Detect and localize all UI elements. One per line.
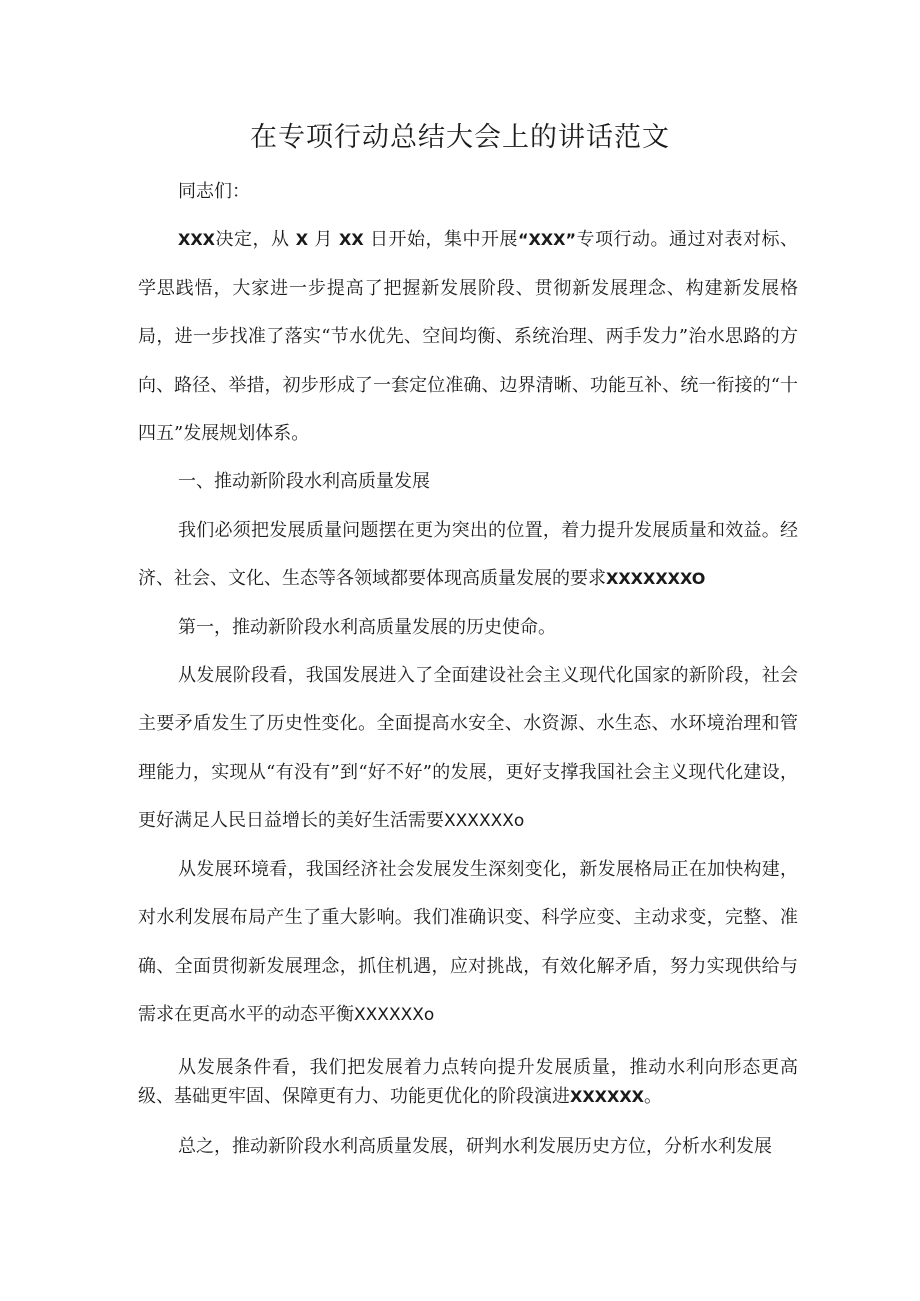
text-run: 日开始，集中开展 bbox=[363, 229, 518, 251]
section-heading-1: 一、推动新阶段水利高质量发展 bbox=[178, 471, 430, 493]
paragraph-conditions bbox=[138, 1053, 798, 1111]
document-body bbox=[138, 168, 798, 1172]
text-run: 我们必须把发展质量问题摆在更为突出的位置，着力提升发展质量和效益。经济、社会、文化、生态等各领域都要体现高质量发展的要求 bbox=[138, 519, 798, 590]
text-run: 月 bbox=[308, 229, 340, 251]
text-run: 从发展阶段看，我国发展进入了全面建设社会主义现代化国家的新阶段，社会主要矛盾发生了历史性变化。全面提高水安全、水资源、水生态、水环境治理和管理能力，实现从“有没有”到“好不好”的发展，更好支撑我国社会主义现代化建设，更好满足人民日益增长的美好生活需要 bbox=[138, 665, 798, 832]
subheading-1: 第一，推动新阶段水利高质量发展的历史使命。 bbox=[178, 616, 556, 638]
paragraph-intro bbox=[138, 216, 798, 458]
placeholder: XXXXXXo bbox=[354, 1004, 435, 1025]
text-run: 决定，从 bbox=[215, 229, 296, 251]
salutation: 同志们： bbox=[178, 181, 250, 202]
bold-placeholder: XXXXXX bbox=[570, 1087, 645, 1107]
document-title: 在专项行动总结大会上的讲话范文 bbox=[250, 122, 670, 153]
text-run: 。 bbox=[644, 1086, 663, 1108]
bold-placeholder: “XXX” bbox=[517, 230, 576, 250]
placeholder: XXXXXXo bbox=[444, 811, 525, 832]
text-run: 专项行动。通过对表对标、学思践悟，大家进一步提高了把握新发展阶段、贯彻新发展理念、构建新发展格局，进一步找准了落实“节水优先、空间均衡、系统治理、两手发力”治水思路的方向、路径、举措，初步形成了一套定位准确、边界清晰、功能互补、统一衔接的“十四五”发展规划体系。 bbox=[138, 229, 798, 445]
paragraph-summary: 总之，推动新阶段水利高质量发展，研判水利发展历史方位，分析水利发展 bbox=[178, 1136, 772, 1158]
text-run: 从发展环境看，我国经济社会发展发生深刻变化，新发展格局正在加快构建，对水利发展布局产生了重大影响。我们准确识变、科学应变、主动求变，完整、准确、全面贯彻新发展理念，抓住机遇，应对挑战，有效化解矛盾，努力实现供给与需求在更高水平的动态平衡 bbox=[138, 858, 798, 1025]
paragraph-environment bbox=[138, 846, 798, 1040]
text-run: 从发展条件看，我们把发展着力点转向提升发展质量，推动水利向形态更高级、基础更牢固、保障更有力、功能更优化的阶段演进 bbox=[138, 1057, 798, 1108]
bold-placeholder: XXX bbox=[178, 230, 216, 250]
bold-placeholder: X bbox=[295, 230, 309, 250]
paragraph-quality bbox=[138, 507, 798, 604]
bold-placeholder: XX bbox=[339, 230, 364, 250]
paragraph-stage bbox=[138, 652, 798, 846]
bold-placeholder: XXXXXXXO bbox=[606, 569, 706, 589]
